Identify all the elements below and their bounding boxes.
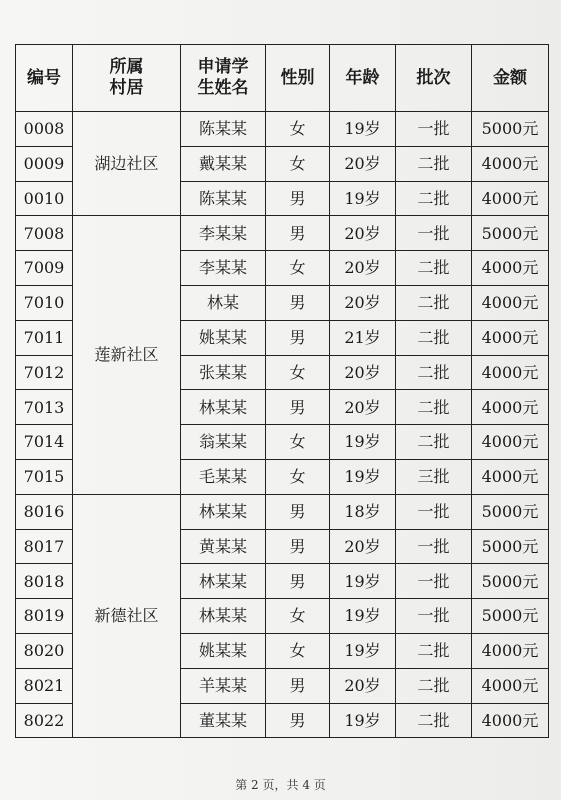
name-cell: 林某某 <box>181 564 266 599</box>
gender-cell: 女 <box>266 146 330 181</box>
col-header-community-line1: 所属 <box>109 56 144 77</box>
gender-cell: 女 <box>266 425 330 460</box>
name-cell: 李某某 <box>181 216 266 251</box>
age-cell: 20岁 <box>330 668 396 703</box>
gender-cell: 男 <box>266 181 330 216</box>
amount-cell: 5000元 <box>472 529 549 564</box>
batch-cell: 二批 <box>396 146 472 181</box>
table-body <box>16 112 549 738</box>
id-cell: 0009 <box>16 146 73 181</box>
col-header-name-line2: 生姓名 <box>197 78 249 98</box>
id-cell: 8019 <box>16 599 73 634</box>
name-cell: 林某某 <box>181 390 266 425</box>
id-cell: 8016 <box>16 494 73 529</box>
amount-cell: 5000元 <box>472 599 549 634</box>
batch-cell: 二批 <box>396 320 472 355</box>
table-row <box>16 112 549 147</box>
col-header-id: 编号 <box>16 45 73 112</box>
name-cell: 陈某某 <box>181 181 266 216</box>
name-cell: 姚某某 <box>181 320 266 355</box>
col-header-community <box>73 45 181 112</box>
batch-cell: 二批 <box>396 285 472 320</box>
gender-cell: 男 <box>266 703 330 738</box>
name-cell: 林某某 <box>181 599 266 634</box>
batch-cell: 二批 <box>396 668 472 703</box>
amount-cell: 4000元 <box>472 703 549 738</box>
gender-cell: 男 <box>266 390 330 425</box>
gender-cell: 女 <box>266 599 330 634</box>
amount-cell: 4000元 <box>472 181 549 216</box>
id-cell: 8017 <box>16 529 73 564</box>
age-cell: 19岁 <box>330 181 396 216</box>
batch-cell: 二批 <box>396 425 472 460</box>
gender-cell: 男 <box>266 216 330 251</box>
gender-cell: 男 <box>266 564 330 599</box>
batch-cell: 二批 <box>396 633 472 668</box>
gender-cell: 男 <box>266 320 330 355</box>
community-cell: 新德社区 <box>73 494 181 738</box>
id-cell: 8018 <box>16 564 73 599</box>
amount-cell: 4000元 <box>472 668 549 703</box>
table-row <box>16 494 549 529</box>
amount-cell: 4000元 <box>472 146 549 181</box>
id-cell: 8021 <box>16 668 73 703</box>
name-cell: 林某某 <box>181 494 266 529</box>
col-header-batch: 批次 <box>396 45 472 112</box>
community-cell: 莲新社区 <box>73 216 181 494</box>
id-cell: 7008 <box>16 216 73 251</box>
name-cell: 陈某某 <box>181 112 266 147</box>
gender-cell: 男 <box>266 529 330 564</box>
age-cell: 20岁 <box>330 529 396 564</box>
age-cell: 19岁 <box>330 599 396 634</box>
amount-cell: 4000元 <box>472 633 549 668</box>
id-cell: 7010 <box>16 285 73 320</box>
id-cell: 7011 <box>16 320 73 355</box>
amount-cell: 4000元 <box>472 355 549 390</box>
amount-cell: 4000元 <box>472 425 549 460</box>
id-cell: 0008 <box>16 112 73 147</box>
id-cell: 8022 <box>16 703 73 738</box>
age-cell: 19岁 <box>330 425 396 460</box>
name-cell: 毛某某 <box>181 459 266 494</box>
gender-cell: 女 <box>266 251 330 286</box>
community-cell: 湖边社区 <box>73 112 181 216</box>
age-cell: 18岁 <box>330 494 396 529</box>
age-cell: 20岁 <box>330 251 396 286</box>
amount-cell: 5000元 <box>472 216 549 251</box>
age-cell: 19岁 <box>330 459 396 494</box>
gender-cell: 男 <box>266 285 330 320</box>
age-cell: 20岁 <box>330 390 396 425</box>
col-header-age: 年龄 <box>330 45 396 112</box>
col-header-name <box>181 45 266 112</box>
amount-cell: 4000元 <box>472 320 549 355</box>
gender-cell: 女 <box>266 633 330 668</box>
batch-cell: 一批 <box>396 564 472 599</box>
name-cell: 戴某某 <box>181 146 266 181</box>
age-cell: 19岁 <box>330 633 396 668</box>
age-cell: 19岁 <box>330 703 396 738</box>
age-cell: 20岁 <box>330 355 396 390</box>
name-cell: 张某某 <box>181 355 266 390</box>
batch-cell: 二批 <box>396 251 472 286</box>
age-cell: 20岁 <box>330 285 396 320</box>
batch-cell: 二批 <box>396 390 472 425</box>
gender-cell: 女 <box>266 459 330 494</box>
name-cell: 李某某 <box>181 251 266 286</box>
id-cell: 8020 <box>16 633 73 668</box>
amount-cell: 4000元 <box>472 459 549 494</box>
batch-cell: 一批 <box>396 599 472 634</box>
age-cell: 19岁 <box>330 112 396 147</box>
age-cell: 20岁 <box>330 146 396 181</box>
batch-cell: 一批 <box>396 216 472 251</box>
gender-cell: 男 <box>266 494 330 529</box>
batch-cell: 二批 <box>396 181 472 216</box>
batch-cell: 一批 <box>396 112 472 147</box>
name-cell: 黄某某 <box>181 529 266 564</box>
amount-cell: 5000元 <box>472 564 549 599</box>
name-cell: 姚某某 <box>181 633 266 668</box>
batch-cell: 一批 <box>396 529 472 564</box>
age-cell: 20岁 <box>330 216 396 251</box>
id-cell: 7012 <box>16 355 73 390</box>
id-cell: 7015 <box>16 459 73 494</box>
age-cell: 21岁 <box>330 320 396 355</box>
amount-cell: 4000元 <box>472 285 549 320</box>
name-cell: 林某 <box>181 285 266 320</box>
age-cell: 19岁 <box>330 564 396 599</box>
name-cell: 董某某 <box>181 703 266 738</box>
col-header-amount: 金额 <box>472 45 549 112</box>
header-row <box>16 45 549 112</box>
gender-cell: 女 <box>266 355 330 390</box>
page-footer: 第 2 页，共 4 页 <box>235 778 326 792</box>
id-cell: 7014 <box>16 425 73 460</box>
name-cell: 翁某某 <box>181 425 266 460</box>
amount-cell: 5000元 <box>472 112 549 147</box>
gender-cell: 女 <box>266 112 330 147</box>
col-header-community-line2: 村居 <box>109 78 144 98</box>
table-row <box>16 216 549 251</box>
batch-cell: 三批 <box>396 459 472 494</box>
batch-cell: 二批 <box>396 355 472 390</box>
batch-cell: 二批 <box>396 703 472 738</box>
col-header-name-line1: 申请学 <box>197 56 249 77</box>
id-cell: 7013 <box>16 390 73 425</box>
amount-cell: 4000元 <box>472 251 549 286</box>
gender-cell: 男 <box>266 668 330 703</box>
amount-cell: 4000元 <box>472 390 549 425</box>
col-header-gender: 性别 <box>266 45 330 112</box>
id-cell: 7009 <box>16 251 73 286</box>
name-cell: 羊某某 <box>181 668 266 703</box>
applicant-table <box>15 44 549 738</box>
amount-cell: 5000元 <box>472 494 549 529</box>
id-cell: 0010 <box>16 181 73 216</box>
batch-cell: 一批 <box>396 494 472 529</box>
